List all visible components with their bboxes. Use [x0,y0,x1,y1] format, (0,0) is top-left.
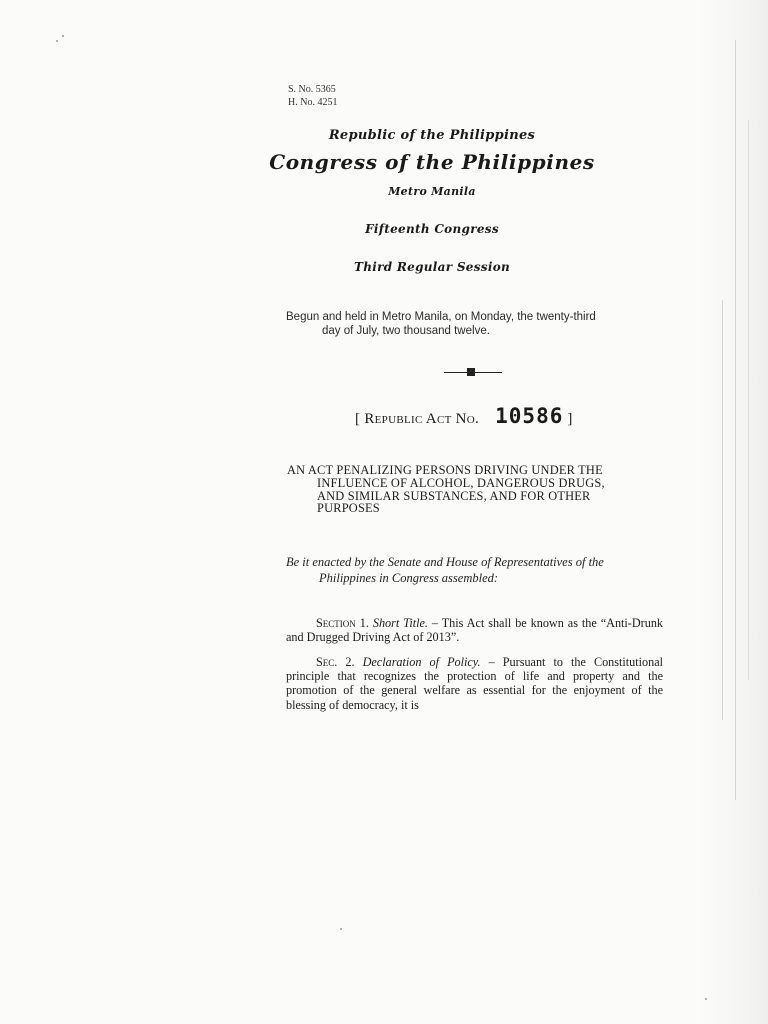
house-bill-number: H. No. 4251 [288,96,338,108]
scan-speck [340,928,342,930]
republic-heading: Republic of the Philippines [328,128,536,143]
enacting-clause [286,555,666,586]
section-1-heading: Short Title. [372,616,428,630]
act-title-line: PURPOSES [317,501,380,516]
section-1-label: Section 1. [316,616,369,630]
act-title-line: AND SIMILAR SUBSTANCES, AND FOR OTHER [317,488,591,503]
scan-artifact-line [722,300,723,720]
section-1-paragraph [286,616,663,644]
scan-speck [56,40,58,42]
congress-heading: Congress of the Philippines [269,150,595,174]
section-2-label: Sec. 2. [316,655,355,669]
city-heading: Metro Manila [388,185,476,198]
section-2-heading: Declaration of Policy. [362,655,481,669]
act-title [287,464,663,515]
section-2-text: – Pursuant to the Constitutional principle that recognizes the protection of life and property and the promotion of the general welfare as essential for the enjoyment of the blessing of democracy, it is [286,655,664,712]
section-2-paragraph [286,655,663,712]
session-heading: Third Regular Session [353,260,511,274]
republic-act-number: 10586 [495,404,564,428]
republic-act-bracket: ] [567,411,573,427]
scan-artifact-line [748,120,749,680]
act-title-line: AN ACT PENALIZING PERSONS DRIVING UNDER THE [287,463,603,477]
divider-ornament [467,368,475,376]
begun-statement [286,310,666,338]
bill-numbers [288,84,337,109]
section-1-text: – This Act shall be known as the “Anti-Drunk and Drugged Driving Act of 2013”. [286,616,664,645]
act-title-line: INFLUENCE OF ALCOHOL, DANGEROUS DRUGS, [317,475,605,490]
enacting-clause-line-1: Be it enacted by the Senate and House of Representatives of the [286,555,604,569]
scan-speck [705,998,707,1000]
scan-speck [62,35,64,37]
enacting-clause-line-2: Philippines in Congress assembled: [319,570,499,585]
begun-line-1: Begun and held in Metro Manila, on Monday, the twenty-third [286,311,596,323]
congress-number-heading: Fifteenth Congress [365,222,499,236]
begun-line-2: day of July, two thousand twelve. [322,325,490,337]
senate-bill-number: S. No. 5365 [288,84,336,95]
republic-act-label: [ Republic Act No. [355,411,480,427]
republic-act-number-line [355,404,573,428]
